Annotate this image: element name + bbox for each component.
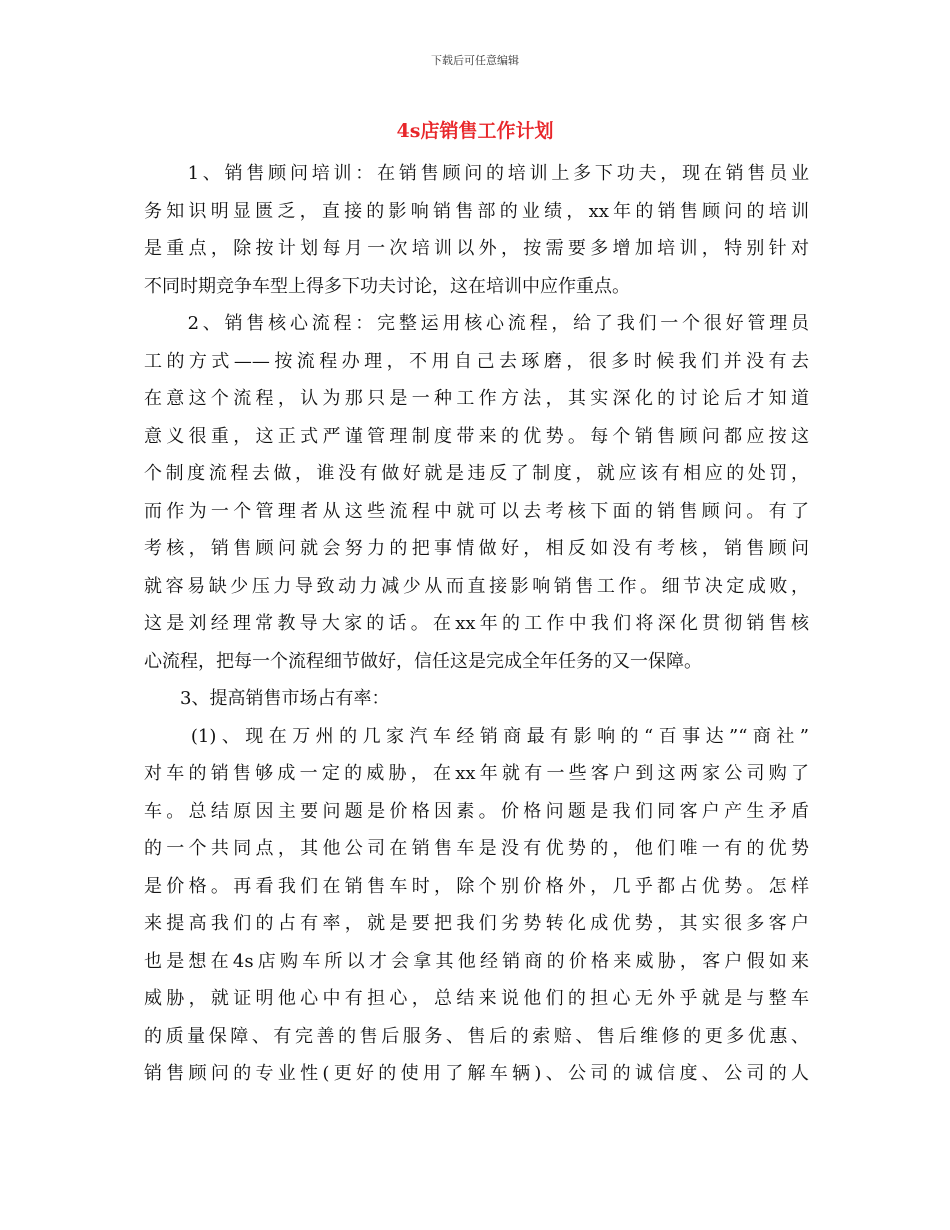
text-line: 对车的销售够成一定的威胁，在xx年就有一些客户到这两家公司购了 (144, 763, 809, 784)
text-line: 而作为一个管理者从这些流程中就可以去考核下面的销售顾问。有了 (144, 500, 809, 522)
text-line: 个制度流程去做，谁没有做好就是违反了制度，就应该有相应的处罚， (144, 463, 809, 484)
text-line: 工的方式——按流程办理，不用自己去琢磨，很多时候我们并没有去 (144, 350, 809, 372)
text-line: 销售顾问的专业性(更好的使用了解车辆)、公司的诚信度、公司的人 (144, 1063, 809, 1084)
text-line: 的一个共同点，其他公司在销售车是没有优势的，他们唯一有的优势 (144, 838, 809, 859)
text-line: 3、提高销售市场占有率： (144, 688, 390, 709)
text-line: 车。总结原因主要问题是价格因素。价格问题是我们同客户产生矛盾 (144, 800, 809, 822)
document-body (144, 155, 809, 1093)
text-line: 务知识明显匮乏，直接的影响销售部的业绩，xx年的销售顾问的培训 (144, 200, 809, 222)
text-line: 1、销售顾问培训：在销售顾问的培训上多下功夫，现在销售员业 (144, 163, 809, 184)
text-line: 的质量保障、有完善的售后服务、售后的索赔、售后维修的更多优惠、 (144, 1025, 809, 1047)
text-line: 也是想在4s店购车所以才会拿其他经销商的价格来威胁，客户假如来 (144, 950, 809, 972)
text-line: 来提高我们的占有率，就是要把我们劣势转化成优势，其实很多客户 (144, 913, 809, 934)
text-line: 2、销售核心流程：完整运用核心流程，给了我们一个很好管理员 (144, 313, 809, 334)
text-line: 是价格。再看我们在销售车时，除个别价格外，几乎都占优势。怎样 (144, 875, 809, 897)
text-line: 这是刘经理常教导大家的话。在xx年的工作中我们将深化贯彻销售核 (144, 613, 809, 634)
text-line: 意义很重，这正式严谨管理制度带来的优势。每个销售顾问都应按这 (144, 425, 809, 447)
document-title: 4s店销售工作计划 (396, 120, 554, 142)
text-line: 威胁，就证明他心中有担心，总结来说他们的担心无外乎就是与整车 (144, 988, 809, 1009)
text-line: (1)、现在万州的几家汽车经销商最有影响的“百事达”“商社” (144, 725, 809, 747)
text-line: 就容易缺少压力导致动力减少从而直接影响销售工作。细节决定成败， (144, 575, 809, 597)
text-line: 在意这个流程，认为那只是一种工作方法，其实深化的讨论后才知道 (144, 388, 809, 409)
text-line: 是重点，除按计划每月一次培训以外，按需要多增加培训，特别针对 (144, 238, 809, 259)
text-line: 心流程，把每一个流程细节做好，信任这是完成全年任务的又一保障。 (144, 650, 702, 672)
page-header: 下载后可任意编辑 (431, 54, 519, 67)
text-line: 考核，销售顾问就会努力的把事情做好，相反如没有考核，销售顾问 (144, 538, 809, 559)
text-line: 不同时期竞争车型上得多下功夫讨论，这在培训中应作重点。 (144, 275, 630, 297)
